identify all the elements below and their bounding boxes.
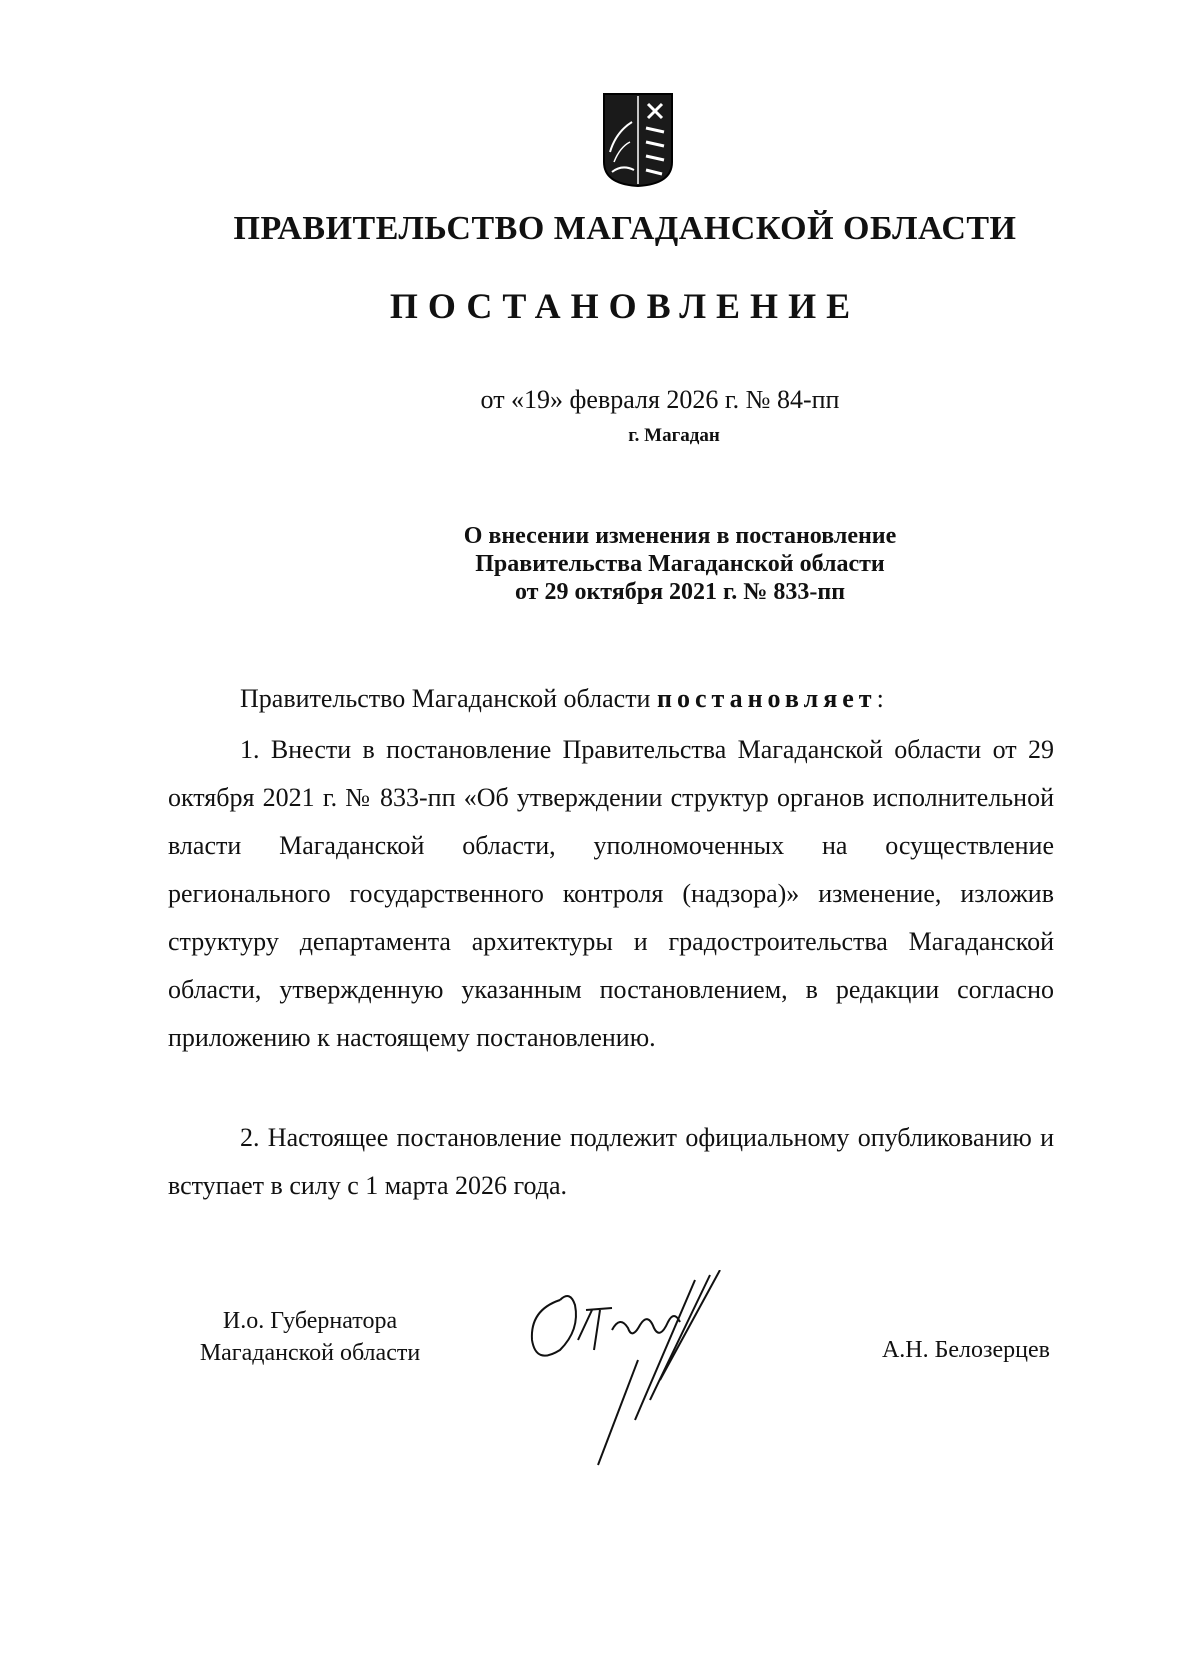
paragraph-1: 1. Внести в постановление Правительства Магаданской области от 29 октября 2021 г. № 833-пп «Об утверждении структур органов исполнительной власти Магаданской области, уполномоченных на осуществление регионального государственного контроля (надзора)» изменение, изложив структуру департамента архитектуры и градостроительства Магаданской области, утвержденную указанным постановлением, в редакции согласно приложению к настоящему постановлению. [168, 735, 1054, 1052]
handwritten-signature-icon [520, 1270, 780, 1470]
subject-line-3: от 29 октября 2021 г. № 833-пп [514, 579, 846, 605]
preamble [240, 684, 884, 714]
subject-line-2: Правительства Магаданской области [475, 551, 885, 577]
signer-position-line-1: И.о. Губернатора [222, 1308, 398, 1334]
signer-position-line-2: Магаданской области [199, 1340, 421, 1366]
preamble-prefix: Правительство Магаданской области [240, 684, 657, 713]
preamble-suffix: : [876, 684, 884, 713]
preamble-verb: постановляет [656, 684, 877, 713]
coat-of-arms-icon [602, 92, 674, 188]
document-type-heading: ПОСТАНОВЛЕНИЕ [389, 286, 861, 326]
signer-name: А.Н. Белозерцев [881, 1337, 1050, 1363]
signer-position [170, 1305, 450, 1369]
paragraph-2: 2. Настоящее постановление подлежит официальному опубликованию и вступает в силу с 1 марта 2026 года. [168, 1123, 1054, 1200]
document-city: г. Магадан [628, 425, 720, 446]
document-date-number: от «19» февраля 2026 г. № 84-пп [480, 385, 840, 414]
document-subject [0, 522, 1200, 606]
subject-line-1: О внесении изменения в постановление [463, 523, 897, 549]
organization-title: ПРАВИТЕЛЬСТВО МАГАДАНСКОЙ ОБЛАСТИ [233, 210, 1017, 247]
